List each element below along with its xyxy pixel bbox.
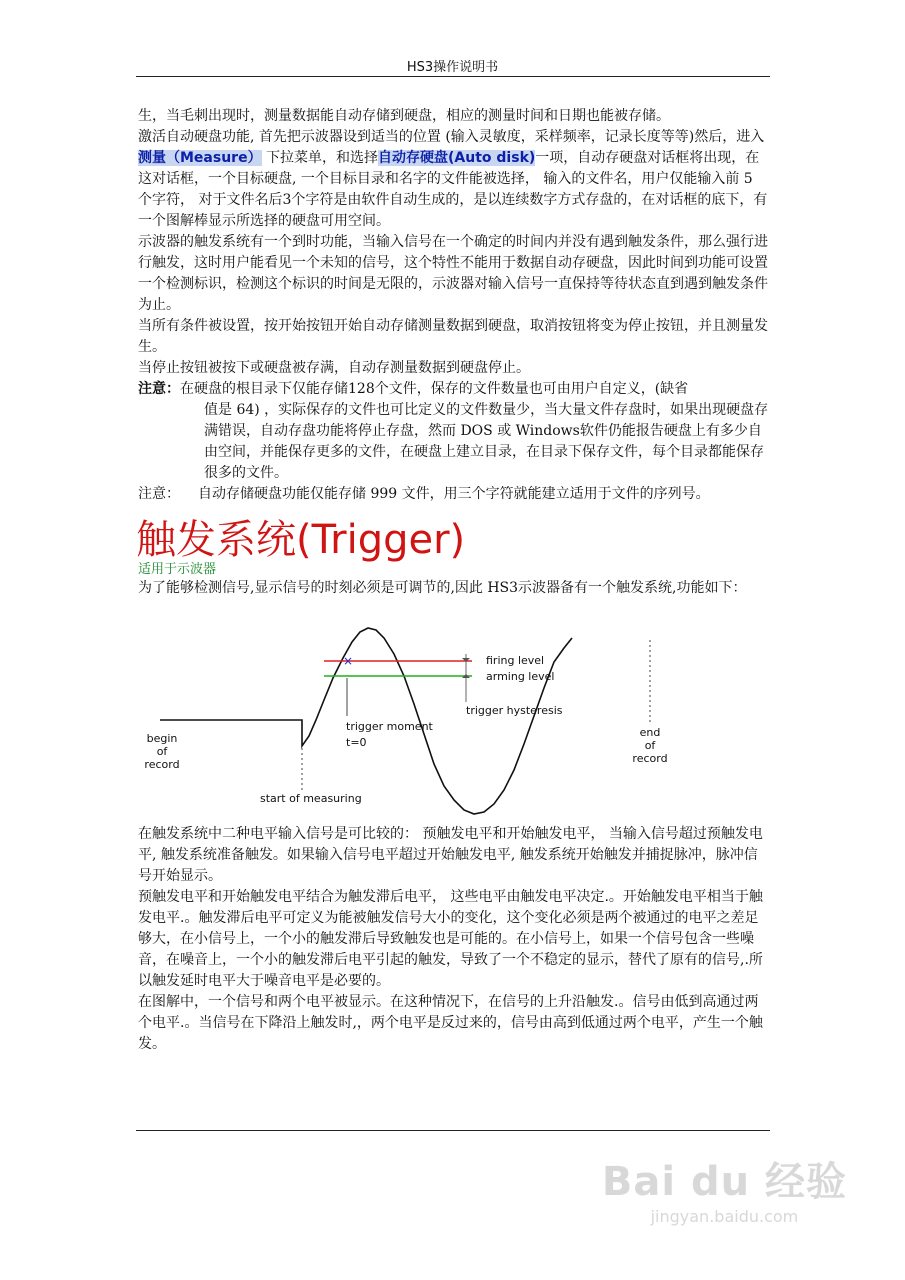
- begin-of-record-label: of: [156, 745, 168, 758]
- end-of-record-label: of: [644, 739, 656, 752]
- paragraph: 生，当毛刺出现时，测量数据能自动存储到硬盘，相应的测量时间和日期也能被存储。: [138, 108, 670, 124]
- paragraph-text: 下拉菜单，和选择: [261, 150, 379, 166]
- note-continuation: 值是 64) ，实际保存的文件也可比定义的文件数量少，当大量文件存盘时，如果出现硬盘存满错误，自动存盘功能将停止存盘，然而 DOS 或 Windows软件仍能报告硬盘上有多少自由空间，并能保存更多的文件，在硬盘上建立目录，在目录下保存文件，每个目录都能保存很多的文件。: [204, 402, 769, 481]
- section-subtitle: 适用于示波器: [138, 562, 217, 577]
- note-label: 注意：: [138, 381, 180, 397]
- paragraph: 示波器的触发系统有一个到时功能，当输入信号在一个确定的时间内并没有遇到触发条件，那么强行进行触发，这时用户能看见一个未知的信号，这个特性不能用于数据自动存硬盘，因此时间到功能可设置一个检测标识，检测这个标识的时间是无限的，示波器对输入信号一直保持等待状态直到遇到触发条件为止。: [138, 234, 768, 313]
- begin-of-record-label: begin: [146, 732, 178, 745]
- note-1: [138, 379, 770, 484]
- section-title: 触发系统(Trigger): [136, 517, 466, 563]
- baidu-watermark: [602, 1150, 847, 1226]
- trigger-moment-label: trigger moment: [346, 720, 433, 733]
- trigger-hysteresis-label: trigger hysteresis: [466, 704, 563, 717]
- paragraph-autodisk: [138, 127, 770, 232]
- paragraph: 当所有条件被设置，按开始按钮开始自动存储测量数据到硬盘，取消按钮将变为停止按钮，并且测量发生。: [138, 318, 768, 355]
- paragraph: 当停止按钮被按下或硬盘被存满，自动存测量数据到硬盘停止。: [138, 360, 530, 376]
- begin-of-record-label: record: [144, 758, 180, 771]
- section-intro: 为了能够检测信号,显示信号的时刻必须是可调节的,因此 HS3示波器备有一个触发系统,功能如下：: [138, 580, 747, 596]
- watermark-url: jingyan.baidu.com: [650, 1207, 799, 1226]
- note-body: 自动存储硬盘功能仅能存储 999 文件，用三个字符就能建立适用于文件的序列号。: [198, 486, 710, 502]
- after-diagram-section: [138, 824, 770, 1055]
- note-label: 注意：: [138, 486, 180, 502]
- arming-level-label: arming level: [486, 670, 555, 683]
- t0-label: t=0: [346, 736, 367, 749]
- paragraph: 在图解中，一个信号和两个电平被显示。在这种情况下，在信号的上升沿触发.。信号由低到高通过两个电平.。当信号在下降沿上触发时,，两个电平是反过来的，信号由高到低通过两个电平，产生一个触发。: [138, 994, 763, 1052]
- page-header-title: HS3操作说明书: [406, 60, 499, 75]
- footer-rule: [136, 1130, 770, 1131]
- paragraph-text: 一项，自动存硬盘对话框将出现，在这对话框，一个目标硬盘, 一个目标目录和名字的文件能被选择， 输入的文件名，用户仅能输入前 5 个字符， 对于文件名后3个字符是由软件自动生成的，是以连续数字方式存盘的，在对话框的底下，有一个图解棒显示所选择的硬盘可用空间。: [138, 150, 768, 229]
- auto-disk-link: 自动存硬盘(Auto disk): [378, 150, 536, 166]
- watermark-logo: Bai du 经验: [601, 1159, 847, 1205]
- end-of-record-label: record: [632, 752, 668, 765]
- trigger-marker-icon: ×: [343, 654, 354, 668]
- end-of-record-label: end: [639, 726, 661, 739]
- measure-menu-link: 测量（Measure）: [138, 150, 262, 166]
- paragraph: 预触发电平和开始触发电平结合为触发滞后电平， 这些电平由触发电平决定.。开始触发电平相当于触发电平.。触发滞后电平可定义为能被触发信号大小的变化，这个变化必须是两个被通过的电平之差足够大，在小信号上，一个小的触发滞后导致触发也是可能的。在小信号上，如果一个信号包含一些噪音，在噪音上，一个小的触发滞后电平引起的触发，导致了一个不稳定的显示，替代了原有的信号,.所以触发延时电平大于噪音电平是必要的。: [138, 889, 763, 989]
- header-rule: [136, 76, 770, 77]
- trigger-diagram: [138, 620, 668, 820]
- note-first-line: 在硬盘的根目录下仅能存储128个文件，保存的文件数量也可由用户自定义，(缺省: [180, 381, 689, 397]
- paragraph-text: 激活自动硬盘功能, 首先把示波器设到适当的位置 (输入灵敏度，采样频率，记录长度等等)然后，进入: [138, 129, 765, 145]
- paragraph: 在触发系统中二种电平输入信号是可比较的： 预触发电平和开始触发电平， 当输入信号超过预触发电平, 触发系统准备触发。如果输入信号电平超过开始触发电平, 触发系统开始触发并捕捉脉冲，脉冲信号开始显示。: [138, 826, 763, 884]
- note-2: [138, 484, 770, 505]
- start-of-measuring-label: start of measuring: [260, 792, 362, 805]
- body-section: [138, 106, 770, 505]
- firing-level-label: firing level: [486, 654, 545, 667]
- note-body: [180, 379, 770, 484]
